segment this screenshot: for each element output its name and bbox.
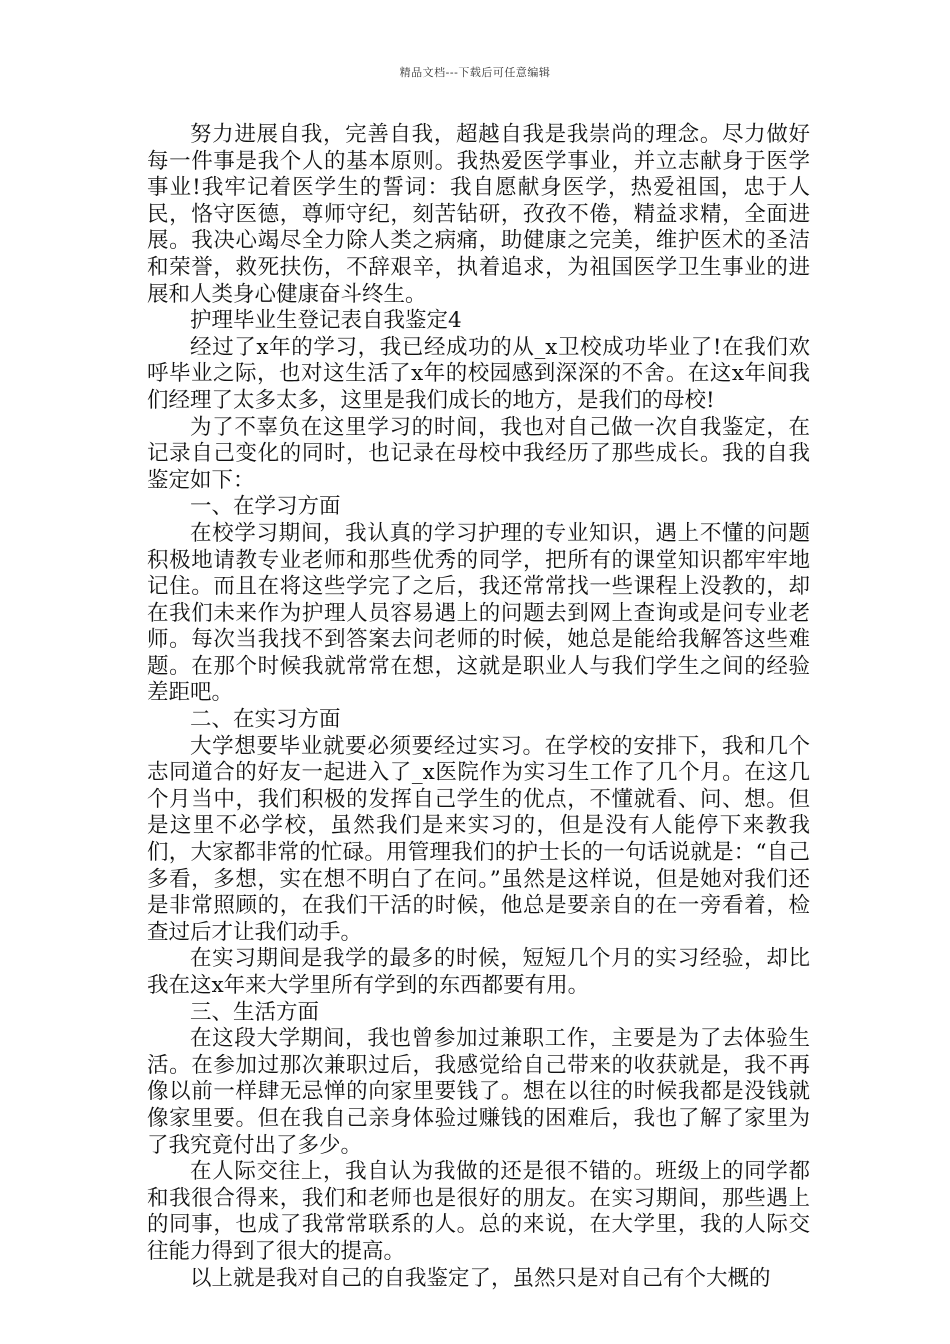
paragraph: 经过了x年的学习，我已经成功的从_x卫校成功毕业了!在我们欢呼毕业之际，也对这生活了x年的校园感到深深的不舍。在这x年间我们经理了太多太多，这里是我们成长的地方，是我们的母校! bbox=[147, 334, 810, 413]
paragraph: 努力进展自我，完善自我，超越自我是我崇尚的理念。尽力做好每一件事是我个人的基本原则。我热爱医学事业，并立志献身于医学事业!我牢记着医学生的誓词：我自愿献身医学，热爱祖国，忠于人民，恪守医德，尊师守纪，刻苦钻研，孜孜不倦，精益求精，全面进展。我决心竭尽全力除人类之病痛，助健康之完美，维护医术的圣洁和荣誉，救死扶伤，不辞艰辛，执着追求，为祖国医学卫生事业的进展和人类身心健康奋斗终生。 bbox=[147, 122, 810, 307]
page-header-note: 精品文档---下载后可任意编辑 bbox=[399, 66, 551, 79]
section-heading: 护理毕业生登记表自我鉴定4 bbox=[190, 308, 462, 334]
paragraph: 为了不辜负在这里学习的时间，我也对自己做一次自我鉴定，在记录自己变化的同时，也记录在母校中我经历了那些成长。我的自我鉴定如下： bbox=[147, 414, 810, 493]
paragraph: 在人际交往上，我自认为我做的还是很不错的。班级上的同学都和我很合得来，我们和老师也是很好的朋友。在实习期间，那些遇上的同事，也成了我常常联系的人。总的来说，在大学里，我的人际交往能力得到了很大的提高。 bbox=[147, 1159, 810, 1264]
paragraph: 大学想要毕业就要必须要经过实习。在学校的安排下，我和几个志同道合的好友一起进入了_x医院作为实习生工作了几个月。在这几个月当中，我们积极的发挥自己学生的优点，不懂就看、问、想。但是这里不必学校，虽然我们是来实习的，但是没有人能停下来教我们，大家都非常的忙碌。用管理我们的护士长的一句话说就是：“自己多看，多想，实在想不明白了在问。”虽然是这样说，但是她对我们还是非常照顾的，在我们干活的时候，他总是要亲自的在一旁看着，检查过后才让我们动手。 bbox=[147, 733, 810, 945]
paragraph: 以上就是我对自己的自我鉴定了，虽然只是对自己有个大概的 bbox=[190, 1265, 771, 1291]
paragraph: 在这段大学期间，我也曾参加过兼职工作，主要是为了去体验生活。在参加过那次兼职过后，我感觉给自己带来的收获就是，我不再像以前一样肆无忌惮的向家里要钱了。想在以往的时候我都是没钱就像家里要。但在我自己亲身体验过赚钱的困难后，我也了解了家里为了我究竟付出了多少。 bbox=[147, 1026, 810, 1158]
section-heading: 三、生活方面 bbox=[190, 999, 320, 1025]
paragraph: 在实习期间是我学的最多的时候，短短几个月的实习经验，却比我在这x年来大学里所有学到的东西都要有用。 bbox=[147, 946, 810, 998]
paragraph: 在校学习期间，我认真的学习护理的专业知识，遇上不懂的问题积极地请教专业老师和那些优秀的同学，把所有的课堂知识都牢牢地记住。而且在将这些学完了之后，我还常常找一些课程上没教的，却在我们未来作为护理人员容易遇上的问题去到网上查询或是问专业老师。每次当我找不到答案去问老师的时候，她总是能给我解答这些难题。在那个时候我就常常在想，这就是职业人与我们学生之间的经验差距吧。 bbox=[147, 520, 810, 706]
section-heading: 一、在学习方面 bbox=[190, 494, 341, 520]
document-body bbox=[147, 122, 810, 1292]
section-heading: 二、在实习方面 bbox=[190, 707, 341, 733]
